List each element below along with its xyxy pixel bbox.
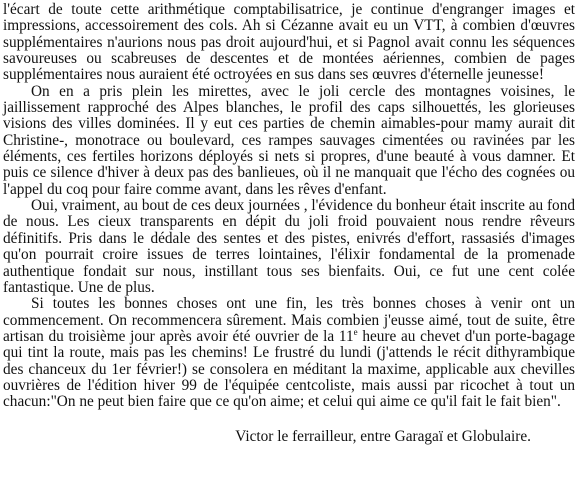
ordinal-suffix: e (353, 326, 358, 337)
document-page (3, 2, 575, 445)
ordinal-number: 11 (338, 327, 354, 345)
paragraph-4-start: Si toutes les bonnes choses ont une fin, les très bonnes choses à venir ont un commencement. On recommencera sûrement. Mais combien j'eusse aimé, tout de suite, être artisan du troisième jour après avoir été ouvrier de la (3, 295, 575, 345)
paragraph-4-end: heure au chevet d'un porte-bagage qui tint la route, mais pas les chemins! Le frustré du lundi (j'attends le récit dithyrambique des chanceux du 1er février!) se consolera en méditant la maxime, applicable aux chevilles ouvrières de l'édition hiver 99 de l'équipée centcoliste, mais aussi par ricochet à tout un chacun:"On ne peut bien faire que ce qu'on aime; et celui qui aime ce qu'il fait le fait bien". (3, 327, 576, 411)
paragraph-4 (3, 296, 575, 410)
paragraph-3: Oui, vraiment, au bout de ces deux journées , l'évidence du bonheur était inscrite au fond de nous. Les cieux transparents en dépit du joli froid pouvaient nous rendre rêveurs définitifs. Pris dans le dédale des sentes et des pistes, enivrés d'effort, rassasiés d'images qu'on pourrait croire issues de terres lointaines, l'élixir fondamental de la promenade authentique fondait sur nous, instillant tous ses bienfaits. Oui, ce fut une cent colée fantastique. Une de plus. (3, 197, 575, 296)
paragraph-2: On en a pris plein les mirettes, avec le joli cercle des montagnes voisines, le jaillissement rapproché des Alpes blanches, le profil des caps silhouettés, les glorieuses visions des villes dominées. Il y eut ces parties de chemin aimables-pour mamy aurait dit Christine-, monotrace ou boulevard, ces rampes sauvages cimentées ou ravinées par les éléments, ces fertiles horizons déployés si nets si propres, d'une beauté à vous damner. Et puis ce silence d'hiver à deux pas des banlieues, où il ne manquait que l'écho des cognées ou l'appel du coq pour faire comme avant, dans les rêves d'enfant. (3, 82, 575, 198)
signature: Victor le ferrailleur, entre Garagaï et Globulaire. (235, 427, 531, 445)
paragraph-1: l'écart de toute cette arithmétique comptabilisatrice, je continue d'engranger images et impressions, accessoirement des cols. Ah si Cézanne avait eu un VTT, à combien d'œuvres supplémentaires n'aurions nous pas droit aujourd'hui, et si Pagnol avait connu les séquences savoureuses ou scabreuses de descentes et de montées aériennes, combien de pages supplémentaires nous auraient été octroyées en sus dans ses œuvres d'éternelle jeunesse! (3, 1, 575, 84)
